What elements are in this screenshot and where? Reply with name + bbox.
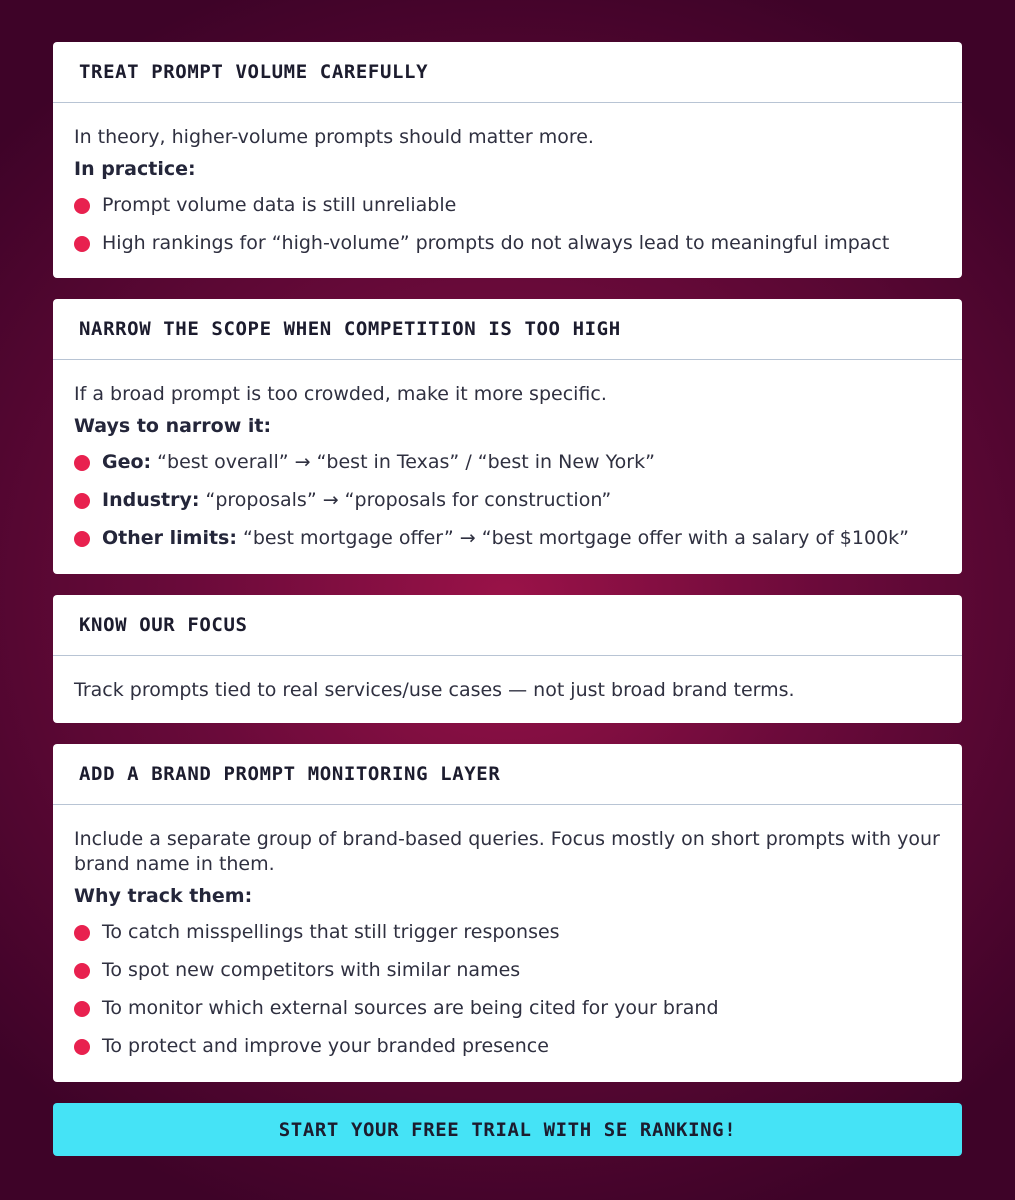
card-title: TREAT PROMPT VOLUME CAREFULLY — [53, 42, 962, 103]
card-body — [53, 656, 962, 723]
bullet-label: Industry: — [102, 489, 200, 511]
card-narrow-scope — [53, 299, 962, 574]
bullet-dot-icon — [74, 493, 90, 509]
list-item — [74, 193, 940, 218]
list-item — [74, 1034, 940, 1059]
card-title: ADD A BRAND PROMPT MONITORING LAYER — [53, 744, 962, 805]
bullet-list — [74, 450, 940, 551]
bullet-list — [74, 193, 940, 256]
bullet-text: To catch misspellings that still trigger responses — [102, 921, 560, 943]
card-title: NARROW THE SCOPE WHEN COMPETITION IS TOO HIGH — [53, 299, 962, 360]
bullet-text: To protect and improve your branded presence — [102, 1035, 549, 1057]
card-intro: In theory, higher-volume prompts should matter more. — [74, 126, 594, 148]
list-item — [74, 450, 940, 475]
bullet-dot-icon — [74, 198, 90, 214]
start-free-trial-button[interactable]: START YOUR FREE TRIAL WITH SE RANKING! — [53, 1103, 962, 1156]
list-item — [74, 958, 940, 983]
list-item — [74, 488, 940, 513]
card-intro: Track prompts tied to real services/use cases — not just broad brand terms. — [74, 679, 795, 701]
card-subhead: In practice: — [74, 158, 196, 180]
content-column — [53, 42, 962, 1156]
bullet-dot-icon — [74, 531, 90, 547]
bullet-text: “best mortgage offer” → “best mortgage offer with a salary of $100k” — [236, 527, 910, 549]
card-intro: Include a separate group of brand-based queries. Focus mostly on short prompts with your brand name in them. — [74, 828, 940, 875]
list-item — [74, 996, 940, 1021]
bullet-text: “best overall” → “best in Texas” / “best in New York” — [151, 451, 655, 473]
bullet-dot-icon — [74, 455, 90, 471]
card-intro: If a broad prompt is too crowded, make it more specific. — [74, 383, 607, 405]
bullet-dot-icon — [74, 963, 90, 979]
bullet-dot-icon — [74, 1039, 90, 1055]
list-item — [74, 231, 940, 256]
list-item — [74, 526, 940, 551]
bullet-text: To spot new competitors with similar names — [102, 959, 521, 981]
list-item — [74, 920, 940, 945]
card-body — [53, 805, 962, 1082]
bullet-label: Other limits: — [102, 527, 237, 549]
card-body — [53, 360, 962, 574]
card-prompt-volume — [53, 42, 962, 278]
card-subhead: Ways to narrow it: — [74, 415, 272, 437]
bullet-text: To monitor which external sources are being cited for your brand — [102, 997, 719, 1019]
card-know-focus — [53, 595, 962, 723]
bullet-dot-icon — [74, 925, 90, 941]
card-body — [53, 103, 962, 278]
bullet-text: Prompt volume data is still unreliable — [102, 194, 457, 216]
bullet-label: Geo: — [102, 451, 152, 473]
bullet-list — [74, 920, 940, 1059]
bullet-text: “proposals” → “proposals for construction” — [199, 489, 612, 511]
bullet-dot-icon — [74, 1001, 90, 1017]
card-subhead: Why track them: — [74, 885, 253, 907]
bullet-text: High rankings for “high-volume” prompts do not always lead to meaningful impact — [102, 232, 890, 254]
card-brand-monitoring — [53, 744, 962, 1082]
card-title: KNOW OUR FOCUS — [53, 595, 962, 656]
bullet-dot-icon — [74, 236, 90, 252]
